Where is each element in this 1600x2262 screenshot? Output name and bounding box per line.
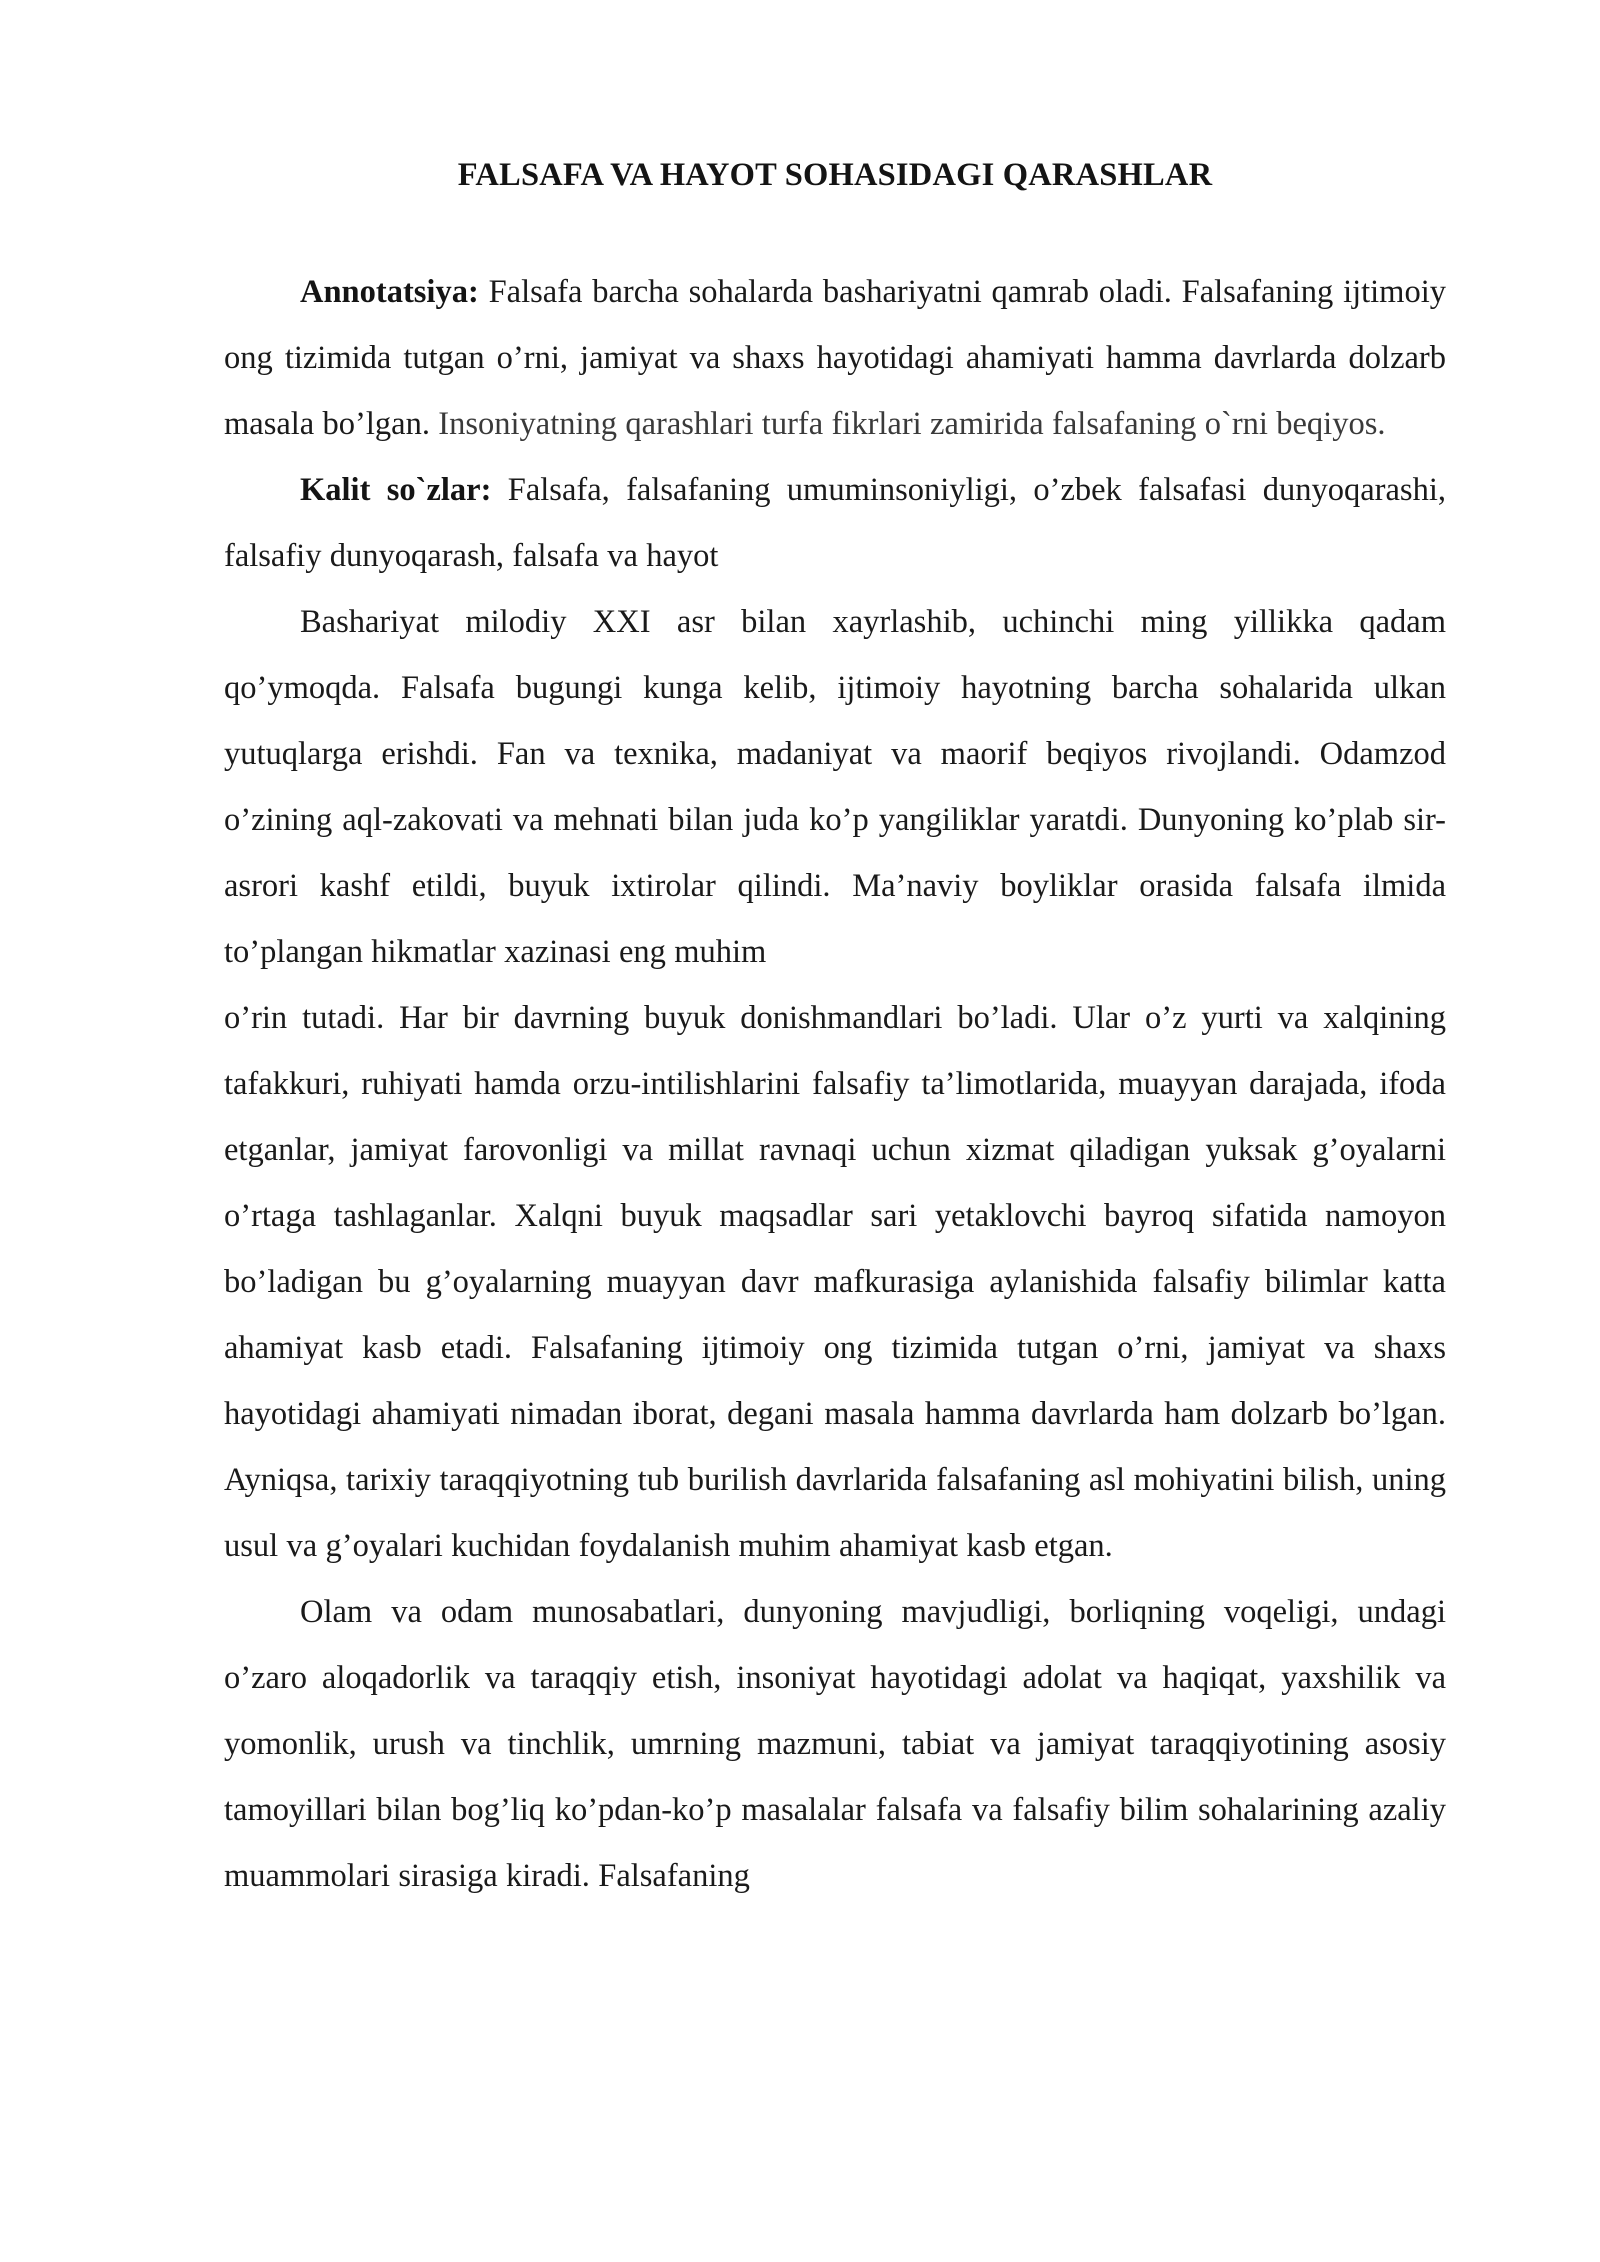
body-paragraph-3: Olam va odam munosabatlari, dunyoning mavjudligi, borliqning voqeligi, undagi o’zaro aloqadorlik va taraqqiy etish, insoniyat hayotidagi adolat va haqiqat, yaxshilik va yomonlik, urush va tinchlik, umrning mazmuni, tabiat va jamiyat taraqqiyotining asosiy tamoyillari bilan bog’liq ko’pdan-ko’p masalalar falsafa va falsafiy bilim sohalarining azaliy muammolari sirasiga kiradi. Falsafaning bbox=[224, 1594, 1446, 1894]
keywords-label: Kalit so`zlar: bbox=[300, 472, 492, 508]
page-content bbox=[224, 0, 1446, 1909]
keywords-paragraph bbox=[224, 457, 1446, 589]
annotation-body: Falsafa barcha sohalarda bashariyatni qamrab oladi. Falsafaning ijtimoiy ong tizimida tutgan o’rni, jamiyat va shaxs hayotidagi ahamiyati hamma davrlarda dolzarb masala bo’lgan. bbox=[224, 274, 1446, 442]
body-paragraph-1: Bashariyat milodiy XXI asr bilan xayrlashib, uchinchi ming yillikka qadam qo’ymoqda. Falsafa bugungi kunga kelib, ijtimoiy hayotning barcha sohalarida ulkan yutuqlarga erishdi. Fan va texnika, madaniyat va maorif beqiyos rivojlandi. Odamzod o’zining aql-zakovati va mehnati bilan juda ko’p yangiliklar yaratdi. Dunyoning ko’plab sir-asrori kashf etildi, buyuk ixtirolar qilindi. Ma’naviy boyliklar orasida falsafa ilmida to’plangan hikmatlar xazinasi eng muhim bbox=[224, 604, 1446, 970]
keywords-body: Falsafa, falsafaning umuminsoniyligi, o’zbek falsafasi dunyoqarashi, falsafiy dunyoqarash, falsafa va hayot bbox=[224, 472, 1446, 574]
annotation-paragraph bbox=[224, 259, 1446, 457]
page-title bbox=[224, 0, 1446, 195]
body-paragraph-2: o’rin tutadi. Har bir davrning buyuk donishmandlari bo’ladi. Ular o’z yurti va xalqining tafakkuri, ruhiyati hamda orzu-intilishlarini falsafiy ta’limotlarida, muayyan darajada, ifoda etganlar, jamiyat farovonligi va millat ravnaqi uchun xizmat qiladigan yuksak g’oyalarni o’rtaga tashlaganlar. Xalqni buyuk maqsadlar sari yetaklovchi bayroq sifatida namoyon bo’ladigan bu g’oyalarning muayyan davr mafkurasiga aylanishida falsafiy bilimlar katta ahamiyat kasb etadi. Falsafaning ijtimoiy ong tizimida tutgan o’rni, jamiyat va shaxs hayotidagi ahamiyati nimadan iborat, degani masala hamma davrlarda ham dolzarb bo’lgan. Ayniqsa, tarixiy taraqqiyotning tub burilish davrlarida falsafaning asl mohiyatini bilish, uning usul va g’oyalari kuchidan foydalanish muhim ahamiyat kasb etgan. bbox=[224, 1000, 1446, 1564]
page-title-text: FALSAFA VA HAYOT SOHASIDAGI QARASHLAR bbox=[457, 157, 1213, 193]
annotation-body-muted: Insoniyatning qarashlari turfa fikrlari zamirida falsafaning o`rni beqiyos. bbox=[429, 406, 1386, 442]
title-spacer bbox=[224, 195, 1446, 259]
annotation-label: Annotatsiya: bbox=[300, 274, 479, 310]
